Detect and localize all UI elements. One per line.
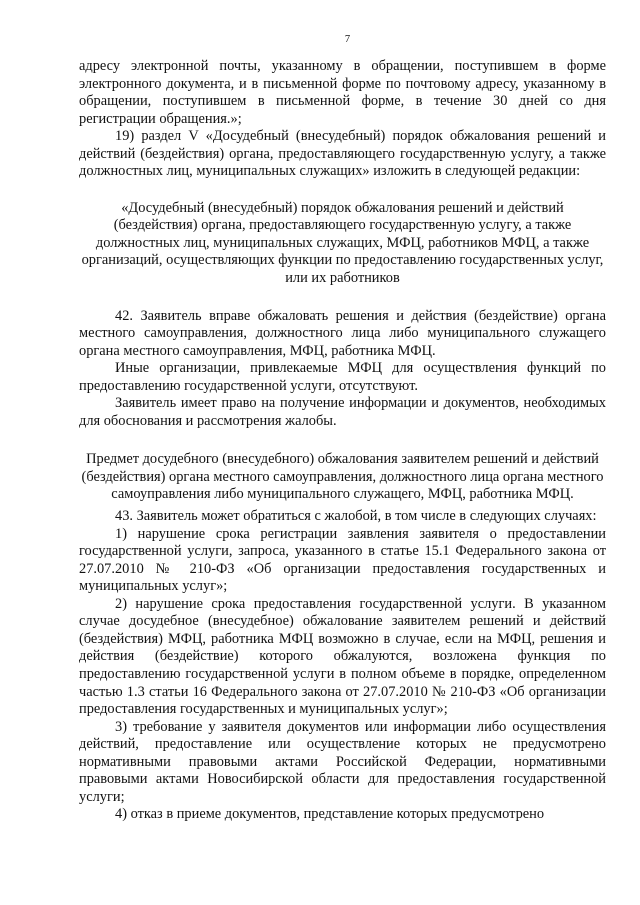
paragraph-42-right-to-information: Заявитель имеет право на получение информации и документов, необходимых для обоснования и рассмотрения жалобы.	[79, 395, 606, 429]
spacer	[79, 288, 606, 308]
spacer	[79, 430, 606, 451]
paragraph-43: 43. Заявитель может обратиться с жалобой, в том числе в следующих случаях:	[115, 508, 597, 525]
page-number: 7	[344, 34, 351, 45]
spacer	[79, 181, 606, 200]
paragraph-43-item-1: 1) нарушение срока регистрации заявления заявителя о предоставлении государственной услуги, запроса, указанного в статье 15.1 Федерального закона от 27.07.2010 № 210-ФЗ «Об организации предоставления государственных и муниципальных услуг»;	[79, 525, 606, 595]
paragraph-42: 42. Заявитель вправе обжаловать решения и действия (бездействие) органа местного самоуправления, должностного лица либо муниципального служащего органа местного самоуправления, МФЦ, работника МФЦ.	[79, 307, 606, 359]
paragraph-43-item-4: 4) отказ в приеме документов, представление которых предусмотрено	[115, 806, 545, 823]
paragraph-43-item-3: 3) требование у заявителя документов или информации либо осуществления действий, предоставление или осуществление которых не предусмотрено нормативными правовыми актами Российской Федерации, нормативными правовыми актами Новосибирской области для предоставления государственной услуги;	[79, 718, 606, 805]
paragraph-43-item-2: 2) нарушение срока предоставления государственной услуги. В указанном случае досудебное (внесудебное) обжалование заявителем решений и действий (бездействия) МФЦ, работника МФЦ возможно в случае, если на МФЦ, решения и действия (бездействие) которого обжалуются, возложена функция по предоставлению государственной услуги в полном объеме в порядке, определенном частью 1.3 статьи 16 Федерального закона от 27.07.2010 № 210-ФЗ «Об организации предоставления государственных и муниципальных услуг»;	[79, 595, 606, 718]
section-heading-appeal-subject: Предмет досудебного (внесудебного) обжалования заявителем решений и действий (бездействия) органа местного самоуправления, должностного лица органа местного самоуправления либо муниципального служащего, МФЦ, работника МФЦ.	[81, 451, 604, 503]
paragraph-continuation: адресу электронной почты, указанному в обращении, поступившем в форме электронного документа, и в письменной форме по почтовому адресу, указанному в обращении, поступившем в письменной форме, в течение 30 дней со дня регистрации обращения.»;	[79, 58, 606, 127]
paragraph-42-other-organizations: Иные организации, привлекаемые МФЦ для осуществления функций по предоставлению государственной услуги, отсутствуют.	[79, 360, 606, 394]
section-heading-pretrial-appeal: «Досудебный (внесудебный) порядок обжалования решений и действий (бездействия) органа, предоставляющего государственную услугу, а также должностных лиц, муниципальных служащих, МФЦ, работников МФЦ, а также организаций, осуществляющих функции по предоставлению государственных услуг, или их работников	[81, 199, 604, 287]
paragraph-item-19: 19) раздел V «Досудебный (внесудебный) порядок обжалования решений и действий (бездействия) органа, предоставляющего государственную услугу, а также должностных лиц, муниципальных служащих» изложить в следующей редакции:	[79, 128, 606, 180]
